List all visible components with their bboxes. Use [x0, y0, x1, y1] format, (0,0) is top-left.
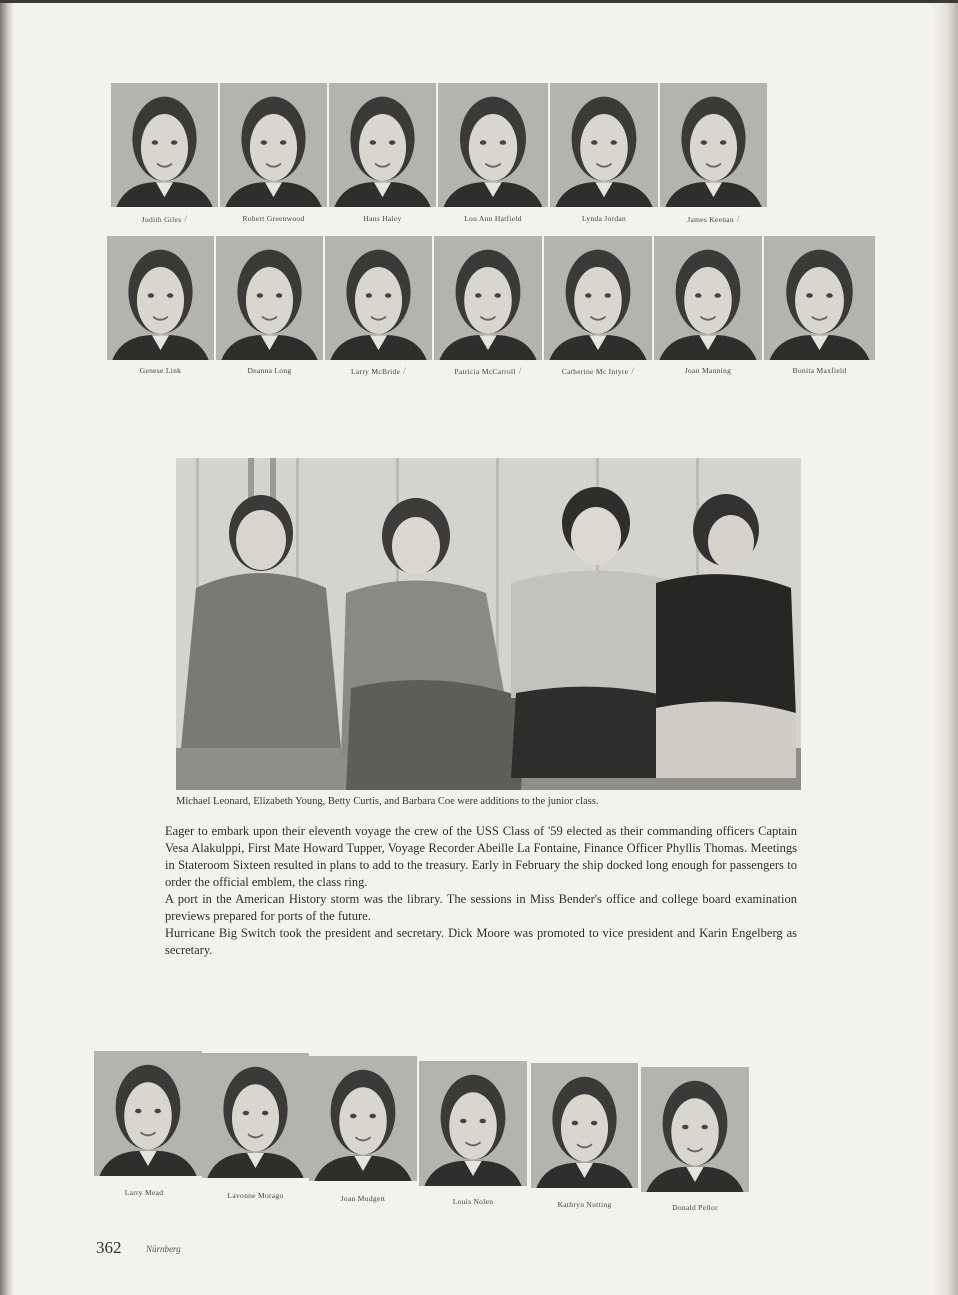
body-text	[165, 823, 797, 959]
page-top-edge	[0, 0, 958, 3]
portrait-caption: Catherine Mc Intyre /	[561, 366, 635, 376]
portrait-caption: Lou Ann Hatfield	[464, 214, 522, 223]
group-photo-caption: Michael Leonard, Elizabeth Young, Betty Curtis, and Barbara Coe were additions to the junior class.	[176, 796, 599, 807]
body-paragraph: Hurricane Big Switch took the president and secretary. Dick Moore was promoted to vice president and Karin Engelberg as secretary.	[165, 926, 797, 957]
portrait-caption: Robert Greenwood	[242, 214, 305, 223]
portrait-caption: Kathryn Nutting	[557, 1200, 612, 1209]
page-number: 362	[96, 1238, 122, 1257]
portrait-photo	[309, 1056, 417, 1181]
portrait-photo	[641, 1067, 749, 1192]
portrait-photo	[107, 236, 214, 360]
portrait-caption: Larry Mead	[124, 1188, 164, 1197]
portrait-photo	[325, 236, 432, 360]
body-paragraph: Eager to embark upon their eleventh voyage the crew of the USS Class of '59 elected as their commanding officers Captain Vesa Alakulppi, First Mate Howard Tupper, Voyage Recorder Abeille La Fontaine, Finance Officer Phyllis Thomas. Meetings in Stateroom Sixteen resulted in plans to add to the treasury. Early in February the ship docked long enough for passengers to order the official emblem, the class ring.	[165, 824, 797, 889]
page-edge-shadow	[932, 0, 958, 1295]
portrait-caption: Joan Mudgett	[340, 1194, 386, 1203]
page-label: Nürnberg	[146, 1244, 181, 1254]
body-paragraph: A port in the American History storm was the library. The sessions in Miss Bender's office and college board examination previews prepared for ports of the future.	[165, 892, 797, 923]
group-photo	[176, 458, 801, 790]
portrait-caption: Hans Haley	[363, 214, 402, 223]
portrait-caption: Deanna Long	[247, 366, 292, 375]
portrait-photo	[764, 236, 875, 360]
portrait-photo	[654, 236, 762, 360]
portrait-photo	[419, 1061, 527, 1186]
portrait-photo	[202, 1053, 309, 1178]
portrait-caption: Lynda Jordan	[581, 214, 627, 223]
portrait-photo	[550, 83, 658, 207]
portrait-caption: Bonita Maxfield	[792, 366, 847, 375]
portrait-photo	[216, 236, 323, 360]
portrait-caption: Patricia McCarroll /	[454, 366, 522, 376]
portrait-photo	[111, 83, 218, 207]
portrait-photo	[434, 236, 542, 360]
portrait-caption: Donald Pellor	[672, 1203, 718, 1212]
portrait-photo	[438, 83, 548, 207]
portrait-caption: Larry McBride /	[351, 366, 406, 376]
portrait-caption: Louis Nolen	[452, 1197, 494, 1206]
portrait-photo	[660, 83, 767, 207]
page-binding-shadow	[0, 0, 14, 1295]
portrait-caption: Joan Manning	[684, 366, 732, 375]
portrait-photo	[531, 1063, 638, 1188]
portrait-photo	[544, 236, 652, 360]
portrait-photo	[329, 83, 436, 207]
portrait-photo	[220, 83, 327, 207]
portrait-caption: Judith Giles /	[141, 214, 188, 224]
portrait-photo	[94, 1051, 202, 1176]
portrait-caption: James Keenan /	[687, 214, 740, 224]
portrait-caption: Lavonne Morago	[227, 1191, 284, 1200]
portrait-caption: Genese Link	[139, 366, 182, 375]
